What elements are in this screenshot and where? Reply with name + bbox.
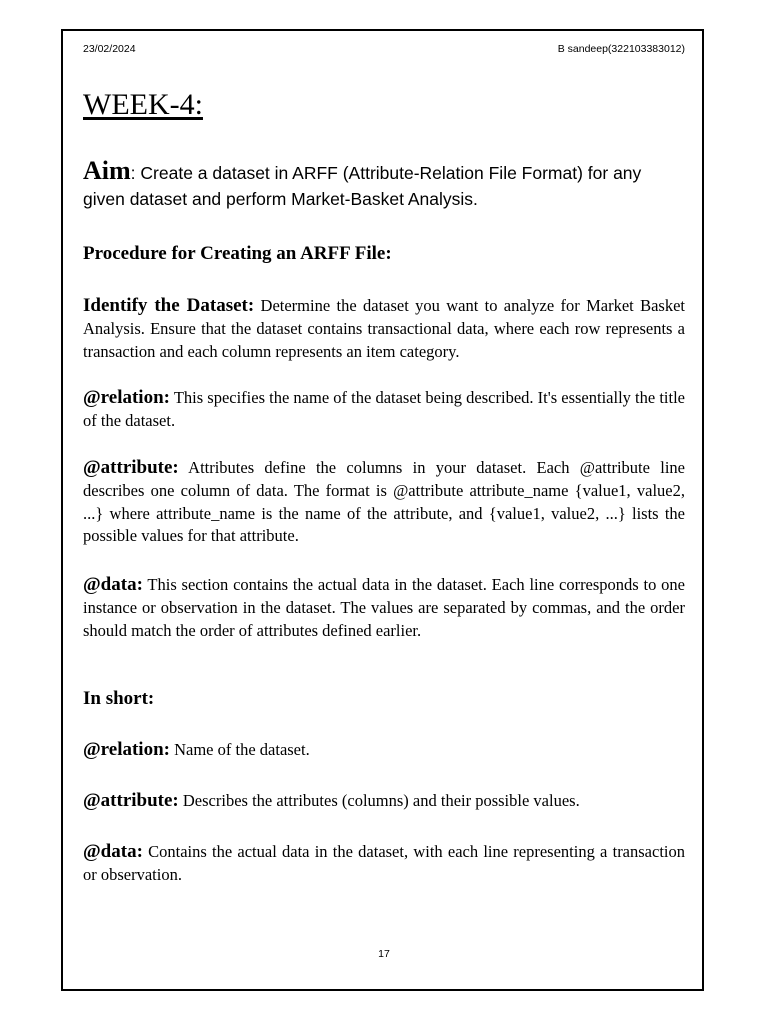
summary-data-text: Contains the actual data in the dataset, with each line representing a transaction or observation. bbox=[83, 842, 685, 884]
data-text: This section contains the actual data in the dataset. Each line corresponds to one instance or observation in the dataset. The values are separated by commas, and the order should match the order of attributes defined earlier. bbox=[83, 575, 685, 640]
summary-attribute-term: @attribute: bbox=[83, 790, 179, 811]
relation-paragraph bbox=[83, 387, 685, 433]
attribute-term: @attribute: bbox=[83, 457, 179, 478]
summary-relation-term: @relation: bbox=[83, 739, 170, 760]
summary-attribute-paragraph bbox=[83, 790, 685, 813]
header-date: 23/02/2024 bbox=[83, 43, 136, 55]
identify-dataset-term: Identify the Dataset: bbox=[83, 295, 255, 316]
page-number: 17 bbox=[378, 948, 390, 960]
in-short-heading: In short: bbox=[83, 688, 155, 709]
data-paragraph bbox=[83, 574, 685, 642]
header-author: B sandeep(322103383012) bbox=[557, 43, 685, 55]
attribute-text: Attributes define the columns in your dataset. Each @attribute line describes one column of data. The format is @attribute attribute_name {value1, value2, ...} where attribute_name is the name of the attribute, and {value1, value2, ...} lists the possible values for that attribute. bbox=[83, 458, 685, 546]
relation-text: This specifies the name of the dataset being described. It's essentially the title of the dataset. bbox=[83, 388, 685, 430]
summary-relation-text: Name of the dataset. bbox=[169, 740, 310, 759]
summary-data-term: @data: bbox=[83, 841, 143, 862]
data-term: @data: bbox=[83, 574, 143, 595]
summary-data-paragraph bbox=[83, 841, 685, 887]
summary-attribute-text: Describes the attributes (columns) and their possible values. bbox=[178, 791, 580, 810]
relation-term: @relation: bbox=[83, 387, 170, 408]
aim-paragraph bbox=[83, 158, 685, 212]
identify-dataset-paragraph bbox=[83, 295, 685, 363]
aim-label: Aim bbox=[83, 156, 131, 185]
aim-text: : Create a dataset in ARFF (Attribute-Relation File Format) for any given dataset and perform Market-Basket Analysis. bbox=[83, 163, 642, 209]
page-title: WEEK-4: bbox=[83, 88, 203, 121]
attribute-paragraph bbox=[83, 457, 685, 548]
summary-relation-paragraph bbox=[83, 739, 685, 762]
identify-dataset-text: Determine the dataset you want to analyze for Market Basket Analysis. Ensure that the dataset contains transactional data, where each row represents a transaction and each column represents an item category. bbox=[83, 296, 685, 361]
procedure-heading: Procedure for Creating an ARFF File: bbox=[83, 243, 392, 264]
